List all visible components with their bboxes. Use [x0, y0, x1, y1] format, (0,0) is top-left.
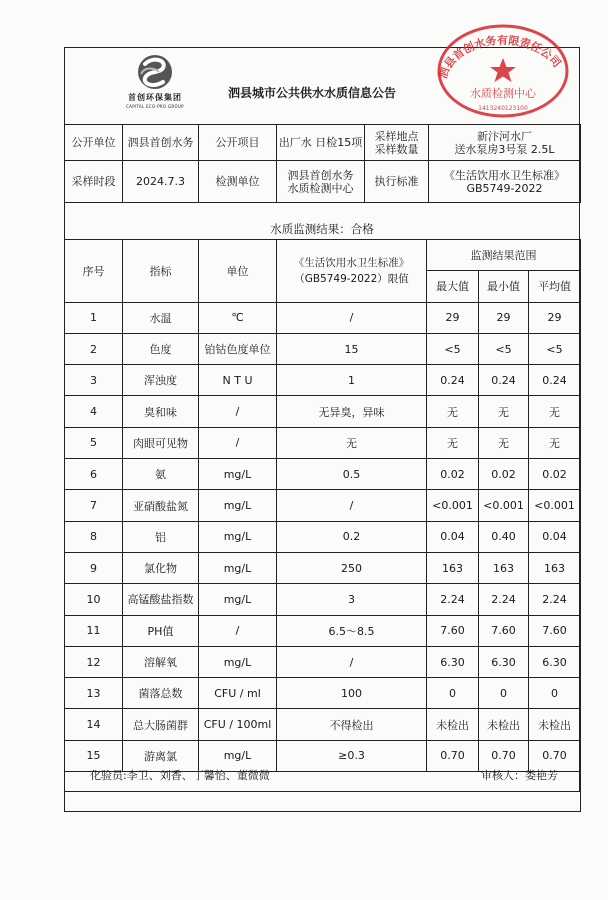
cell-indicator: 铝 [123, 521, 199, 552]
cell-indicator: 游离氯 [123, 740, 199, 771]
seal-star-icon [490, 58, 516, 82]
cell-max: <5 [427, 333, 479, 364]
unit-value [277, 161, 365, 203]
cell-min: 29 [479, 302, 529, 333]
cell-max: 0.02 [427, 459, 479, 490]
header-range: 监测结果范围 [427, 240, 581, 271]
result-line: 水质监测结果：合格 [270, 222, 374, 236]
table-row [65, 333, 581, 364]
table-row [65, 427, 581, 458]
cell-avg: 未检出 [529, 709, 581, 740]
cell-avg: 无 [529, 427, 581, 458]
site-value [429, 125, 581, 161]
cell-max: 0.04 [427, 521, 479, 552]
cell-avg: 163 [529, 552, 581, 583]
cell-unit: 铂钴色度单位 [199, 333, 277, 364]
cell-no: 2 [65, 333, 123, 364]
cell-avg: 0.02 [529, 459, 581, 490]
cell-min: 163 [479, 552, 529, 583]
cell-no: 12 [65, 646, 123, 677]
company-logo [115, 52, 195, 110]
cell-limit: 3 [277, 584, 427, 615]
cell-indicator: 总大肠菌群 [123, 709, 199, 740]
cell-unit: mg/L [199, 584, 277, 615]
cell-max: 无 [427, 396, 479, 427]
cell-avg: <0.001 [529, 490, 581, 521]
cell-no: 4 [65, 396, 123, 427]
cell-limit: 250 [277, 552, 427, 583]
table-row [65, 646, 581, 677]
header-max: 最大值 [427, 271, 479, 302]
table-row [65, 678, 581, 709]
cell-no: 10 [65, 584, 123, 615]
info-table [64, 124, 581, 203]
cell-avg: 0.04 [529, 521, 581, 552]
cell-min: <0.001 [479, 490, 529, 521]
cell-indicator: 色度 [123, 333, 199, 364]
table-body [65, 302, 581, 771]
table-row [65, 709, 581, 740]
header-indicator: 指标 [123, 240, 199, 303]
cell-limit: 无异臭，异味 [277, 396, 427, 427]
cell-unit: / [199, 427, 277, 458]
cell-min: 0.70 [479, 740, 529, 771]
header-no: 序号 [65, 240, 123, 303]
cell-indicator: 氯化物 [123, 552, 199, 583]
page-title: 泗县城市公共供水水质信息公告 [228, 86, 397, 100]
cell-no: 3 [65, 365, 123, 396]
cell-min: 0.24 [479, 365, 529, 396]
cell-min: <5 [479, 333, 529, 364]
cell-unit: mg/L [199, 740, 277, 771]
cell-unit: ℃ [199, 302, 277, 333]
cell-no: 15 [65, 740, 123, 771]
table-row [65, 615, 581, 646]
header-unit: 单位 [199, 240, 277, 303]
cell-indicator: 溶解氧 [123, 646, 199, 677]
cell-min: 7.60 [479, 615, 529, 646]
cell-limit: 1 [277, 365, 427, 396]
cell-indicator: 浑浊度 [123, 365, 199, 396]
site-value-line-1: 新汴河水厂 [477, 129, 532, 143]
logo-subtitle: CAPITAL ECO-PRO GROUP [126, 104, 184, 109]
svg-text:水质检测中心: 水质检测中心 [470, 87, 536, 100]
cell-no: 13 [65, 678, 123, 709]
cell-limit: 15 [277, 333, 427, 364]
cell-indicator: 氨 [123, 459, 199, 490]
publisher-value: 泗县首创水务 [123, 125, 199, 161]
standard-value [429, 161, 581, 203]
item-label: 公开项目 [199, 125, 277, 161]
cell-no: 14 [65, 709, 123, 740]
cell-avg: 6.30 [529, 646, 581, 677]
cell-no: 7 [65, 490, 123, 521]
site-label-line-2: 采样数量 [374, 142, 419, 156]
cell-no: 11 [65, 615, 123, 646]
official-seal-stamp [432, 22, 574, 120]
cell-max: 7.60 [427, 615, 479, 646]
time-value: 2024.7.3 [123, 161, 199, 203]
header-min: 最小值 [479, 271, 529, 302]
logo-swirl-icon [115, 52, 195, 92]
site-label [365, 125, 429, 161]
svg-text:1413240123100: 1413240123100 [478, 105, 528, 112]
cell-max: 163 [427, 552, 479, 583]
cell-unit: mg/L [199, 646, 277, 677]
cell-limit: 6.5～8.5 [277, 615, 427, 646]
cell-no: 1 [65, 302, 123, 333]
cell-avg: 无 [529, 396, 581, 427]
table-row [65, 459, 581, 490]
cell-avg: 7.60 [529, 615, 581, 646]
cell-avg: 29 [529, 302, 581, 333]
item-value: 出厂水 日检15项 [277, 125, 365, 161]
cell-indicator: 亚硝酸盐氮 [123, 490, 199, 521]
cell-max: 0.24 [427, 365, 479, 396]
cell-indicator: 臭和味 [123, 396, 199, 427]
cell-unit: CFU / ml [199, 678, 277, 709]
cell-no: 5 [65, 427, 123, 458]
unit-label: 检测单位 [199, 161, 277, 203]
cell-unit: mg/L [199, 552, 277, 583]
cell-min: 无 [479, 427, 529, 458]
cell-unit: N T U [199, 365, 277, 396]
cell-no: 6 [65, 459, 123, 490]
cell-indicator: 菌落总数 [123, 678, 199, 709]
cell-limit: 不得检出 [277, 709, 427, 740]
standard-value-line-1: 《生活饮用水卫生标准》 [444, 168, 565, 182]
table-row [65, 584, 581, 615]
table-row [65, 365, 581, 396]
water-quality-table [64, 239, 581, 812]
cell-unit: / [199, 615, 277, 646]
cell-limit: / [277, 302, 427, 333]
svg-text:泗县首创水务有限责任公司: 泗县首创水务有限责任公司 [436, 33, 564, 81]
header-standard [277, 240, 427, 303]
header-standard-line-1: 《生活饮用水卫生标准》 [293, 256, 410, 269]
standard-value-line-2: GB5749-2022 [466, 181, 543, 195]
cell-no: 9 [65, 552, 123, 583]
cell-indicator: PH值 [123, 615, 199, 646]
standard-label: 执行标准 [365, 161, 429, 203]
cell-min: 0.02 [479, 459, 529, 490]
site-label-line-1: 采样地点 [374, 129, 419, 143]
table-row [65, 521, 581, 552]
publisher-label: 公开单位 [65, 125, 123, 161]
cell-min: 0 [479, 678, 529, 709]
cell-max: 6.30 [427, 646, 479, 677]
cell-min: 无 [479, 396, 529, 427]
logo-name: 首创环保集团 [128, 93, 182, 102]
cell-max: 0 [427, 678, 479, 709]
cell-limit: ≥0.3 [277, 740, 427, 771]
cell-limit: 无 [277, 427, 427, 458]
table-row [65, 396, 581, 427]
site-value-line-2: 送水泵房3号泵 2.5L [454, 142, 555, 156]
cell-limit: / [277, 646, 427, 677]
cell-min: 未检出 [479, 709, 529, 740]
cell-avg: 0.70 [529, 740, 581, 771]
cell-min: 0.40 [479, 521, 529, 552]
cell-limit: 0.5 [277, 459, 427, 490]
cell-max: 2.24 [427, 584, 479, 615]
testers-line: 化验员:李卫、刘香、丁馨怡、董微微 [90, 769, 270, 782]
cell-unit: / [199, 396, 277, 427]
cell-unit: mg/L [199, 490, 277, 521]
cell-max: 未检出 [427, 709, 479, 740]
cell-avg: 2.24 [529, 584, 581, 615]
header-standard-line-2: （GB5749-2022）限值 [294, 272, 409, 285]
header-avg: 平均值 [529, 271, 581, 302]
table-row [65, 490, 581, 521]
cell-limit: / [277, 490, 427, 521]
cell-indicator: 水温 [123, 302, 199, 333]
cell-no: 8 [65, 521, 123, 552]
cell-limit: 0.2 [277, 521, 427, 552]
cell-max: <0.001 [427, 490, 479, 521]
cell-indicator: 高锰酸盐指数 [123, 584, 199, 615]
table-row [65, 302, 581, 333]
cell-unit: mg/L [199, 521, 277, 552]
cell-indicator: 肉眼可见物 [123, 427, 199, 458]
cell-min: 2.24 [479, 584, 529, 615]
reviewer-line: 审核人：娄艳芳 [481, 769, 558, 782]
table-row [65, 552, 581, 583]
unit-value-line-1: 泗县首创水务 [287, 168, 354, 182]
cell-unit: mg/L [199, 459, 277, 490]
cell-limit: 100 [277, 678, 427, 709]
cell-unit: CFU / 100ml [199, 709, 277, 740]
cell-avg: 0 [529, 678, 581, 709]
cell-max: 无 [427, 427, 479, 458]
time-label: 采样时段 [65, 161, 123, 203]
cell-min: 6.30 [479, 646, 529, 677]
cell-max: 0.70 [427, 740, 479, 771]
cell-max: 29 [427, 302, 479, 333]
cell-avg: <5 [529, 333, 581, 364]
cell-avg: 0.24 [529, 365, 581, 396]
unit-value-line-2: 水质检测中心 [287, 181, 354, 195]
